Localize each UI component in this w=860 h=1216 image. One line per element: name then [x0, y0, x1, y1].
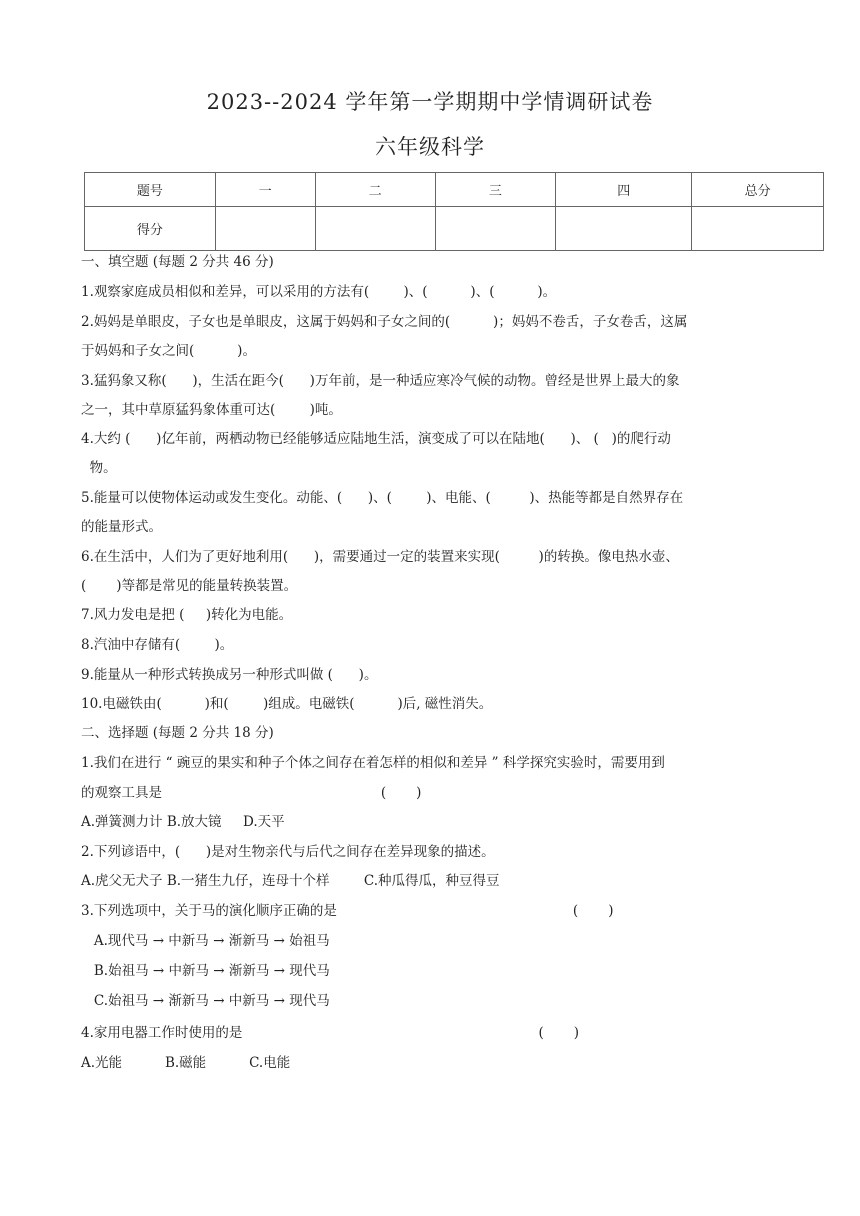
option-line: B.始祖马 → 中新马 → 渐新马 → 现代马: [81, 963, 330, 979]
score-cell[interactable]: [556, 207, 692, 251]
question-line: 1.观察家庭成员相似和差异，可以采用的方法有( )、( )、( )。: [81, 284, 557, 300]
question-line: 的观察工具是 ( ): [81, 785, 422, 801]
score-header-cell: 四: [556, 173, 692, 207]
question-line: ( )等都是常见的能量转换装置。: [81, 578, 298, 594]
question-line: 于妈妈和子女之间( )。: [81, 343, 256, 359]
question-line: 7.风力发电是把 ( )转化为电能。: [81, 607, 293, 623]
score-cell[interactable]: [692, 207, 824, 251]
question-line: 物。: [81, 460, 117, 476]
score-header-cell: 一: [215, 173, 315, 207]
option-line: A.光能 B.磁能 C.电能: [81, 1055, 291, 1071]
option-line: A.虎父无犬子 B.一猪生九仔，连母十个样 C.种瓜得瓜，种豆得豆: [81, 873, 500, 889]
score-cell[interactable]: [215, 207, 315, 251]
section-heading-fill-in: 一、填空题 (每题 2 分共 46 分): [81, 254, 274, 270]
question-line: 1.我们在进行 “ 豌豆的果实和种子个体之间存在着怎样的相似和差异 ” 科学探究实验时，需要用到: [81, 755, 665, 771]
option-line: C.始祖马 → 渐新马 → 中新马 → 现代马: [81, 993, 330, 1009]
score-header-cell: 三: [435, 173, 556, 207]
score-table: [84, 172, 824, 251]
question-line: 6.在生活中，人们为了更好地利用( )，需要通过一定的装置来实现( )的转换。像电热水壶、: [81, 549, 679, 565]
question-line: 10.电磁铁由( )和( )组成。电磁铁( )后, 磁性消失。: [81, 696, 493, 712]
exam-subtitle: 六年级科学: [375, 135, 485, 159]
score-cell[interactable]: [435, 207, 556, 251]
score-table-header-row: [85, 173, 824, 207]
question-line: 2.下列谚语中，( )是对生物亲代与后代之间存在差异现象的描述。: [81, 844, 495, 860]
score-row-label: 得分: [85, 207, 216, 251]
question-line: 9.能量从一种形式转换成另一种形式叫做 ( )。: [81, 667, 378, 683]
score-cell[interactable]: [315, 207, 435, 251]
question-line: 5.能量可以使物体运动或发生变化。动能、( )、( )、电能、( )、热能等都是自然界存在: [81, 490, 684, 506]
question-line: 2.妈妈是单眼皮，子女也是单眼皮，这属于妈妈和子女之间的( )；妈妈不卷舌，子女卷舌，这属: [81, 314, 688, 330]
question-line: 4.大约 ( )亿年前，两栖动物已经能够适应陆地生活，演变成了可以在陆地( )、 ( )的爬行动: [81, 431, 671, 447]
score-header-cell: 二: [315, 173, 435, 207]
score-header-cell: 题号: [85, 173, 216, 207]
question-line: 3.下列选项中，关于马的演化顺序正确的是 ( ): [81, 903, 614, 919]
option-line: A.现代马 → 中新马 → 渐新马 → 始祖马: [81, 933, 330, 949]
question-line: 的能量形式。: [81, 519, 162, 535]
question-line: 4.家用电器工作时使用的是 ( ): [81, 1025, 580, 1041]
score-table-score-row: [85, 207, 824, 251]
question-line: 3.猛犸象又称( )，生活在距今( )万年前，是一种适应寒冷气候的动物。曾经是世界上最大的象: [81, 373, 680, 389]
question-line: 之一，其中草原猛犸象体重可达( )吨。: [81, 402, 342, 418]
exam-title: 2023--2024 学年第一学期期中学情调研试卷: [206, 90, 654, 114]
question-line: 8.汽油中存储有( )。: [81, 637, 234, 653]
score-header-cell: 总分: [692, 173, 824, 207]
option-line: A.弹簧测力计 B.放大镜 D.天平: [81, 814, 285, 830]
section-heading-choice: 二、选择题 (每题 2 分共 18 分): [81, 725, 274, 741]
